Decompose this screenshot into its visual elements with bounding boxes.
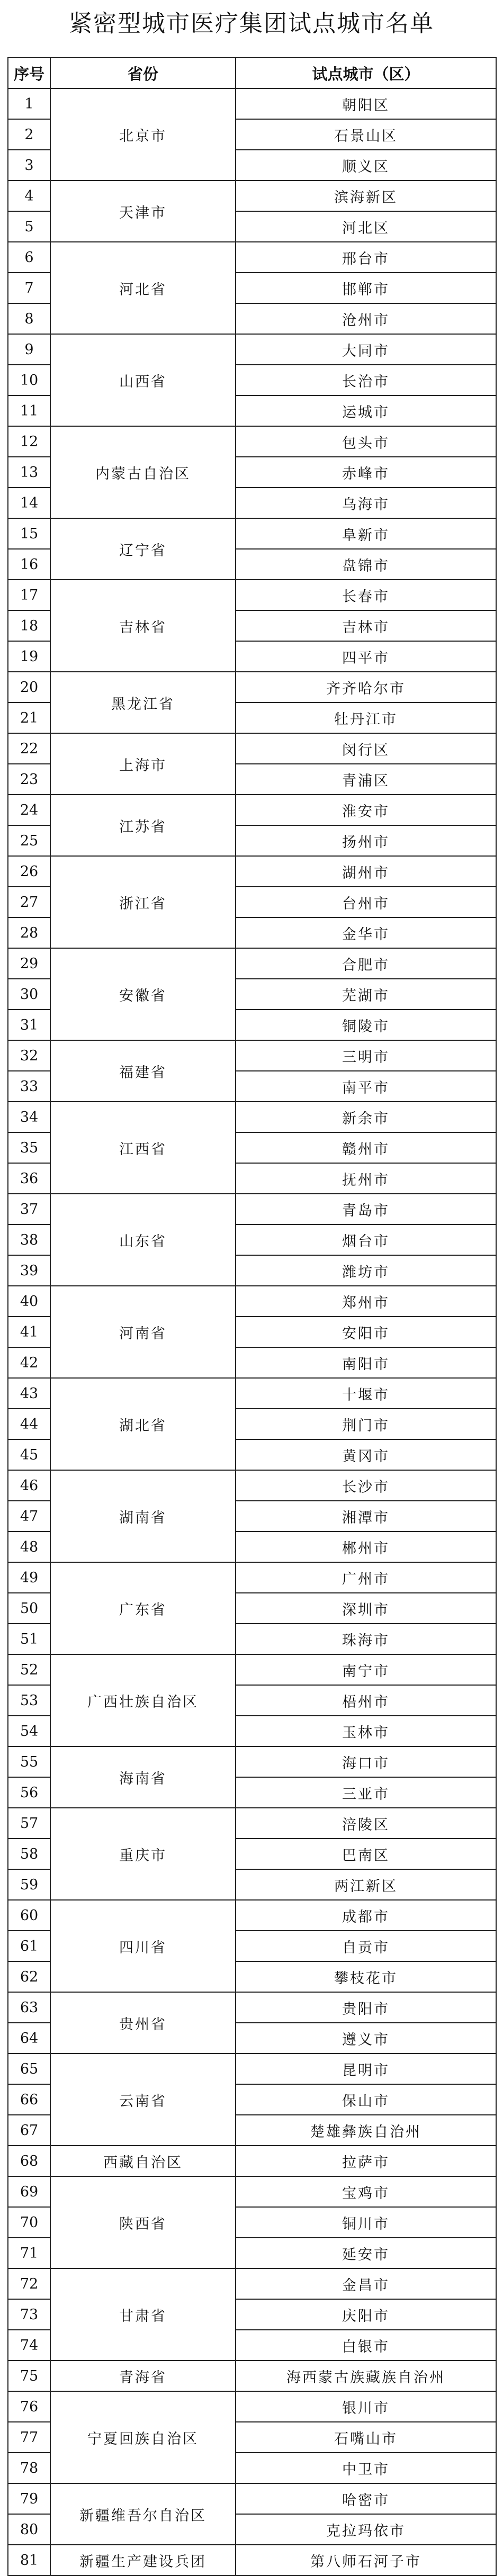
city-cell: 淮安市	[236, 795, 496, 825]
row-number: 33	[8, 1071, 50, 1102]
province-cell: 江西省	[50, 1102, 236, 1194]
city-cell: 贵阳市	[236, 1992, 496, 2023]
table-row	[8, 1900, 496, 1931]
city-cell: 滨海新区	[236, 181, 496, 211]
city-cell: 拉萨市	[236, 2146, 496, 2176]
city-cell: 克拉玛依市	[236, 2514, 496, 2545]
row-number: 22	[8, 733, 50, 764]
province-cell: 广东省	[50, 1562, 236, 1654]
table-row	[8, 2146, 496, 2176]
table-row	[8, 334, 496, 365]
city-cell: 南阳市	[236, 1347, 496, 1378]
row-number: 7	[8, 273, 50, 303]
table-row	[8, 733, 496, 764]
row-number: 21	[8, 702, 50, 733]
city-cell: 银川市	[236, 2391, 496, 2422]
province-cell: 天津市	[50, 181, 236, 242]
province-cell: 吉林省	[50, 580, 236, 672]
province-cell: 福建省	[50, 1040, 236, 1102]
city-cell: 攀枝花市	[236, 1961, 496, 1992]
row-number: 39	[8, 1255, 50, 1286]
row-number: 37	[8, 1194, 50, 1224]
table-row	[8, 2176, 496, 2207]
city-cell: 海口市	[236, 1746, 496, 1777]
row-number: 81	[8, 2545, 50, 2575]
row-number: 57	[8, 1808, 50, 1839]
province-cell: 四川省	[50, 1900, 236, 1992]
row-number: 34	[8, 1102, 50, 1132]
city-cell: 赤峰市	[236, 457, 496, 488]
province-cell: 青海省	[50, 2361, 236, 2391]
row-number: 68	[8, 2146, 50, 2176]
city-cell: 铜陵市	[236, 1010, 496, 1040]
province-cell: 山东省	[50, 1194, 236, 1286]
city-cell: 邢台市	[236, 242, 496, 273]
city-cell: 青浦区	[236, 764, 496, 795]
row-number: 49	[8, 1562, 50, 1593]
province-cell: 新疆生产建设兵团	[50, 2545, 236, 2575]
row-number: 20	[8, 672, 50, 702]
city-cell: 昆明市	[236, 2053, 496, 2084]
row-number: 56	[8, 1777, 50, 1808]
city-cell: 大同市	[236, 334, 496, 365]
row-number: 43	[8, 1378, 50, 1409]
table-row	[8, 518, 496, 549]
row-number: 71	[8, 2238, 50, 2268]
city-cell: 邯郸市	[236, 273, 496, 303]
table-row	[8, 1194, 496, 1224]
row-number: 55	[8, 1746, 50, 1777]
province-cell: 黑龙江省	[50, 672, 236, 733]
row-number: 14	[8, 488, 50, 518]
table-row	[8, 1378, 496, 1409]
row-number: 17	[8, 580, 50, 610]
table-row	[8, 856, 496, 887]
province-cell: 安徽省	[50, 948, 236, 1040]
table-row	[8, 1286, 496, 1317]
table-row	[8, 1040, 496, 1071]
city-cell: 白银市	[236, 2330, 496, 2361]
city-cell: 涪陵区	[236, 1808, 496, 1839]
province-cell: 上海市	[50, 733, 236, 795]
province-cell: 河北省	[50, 242, 236, 334]
row-number: 76	[8, 2391, 50, 2422]
table-row	[8, 1562, 496, 1593]
city-cell: 运城市	[236, 395, 496, 426]
province-cell: 内蒙古自治区	[50, 426, 236, 518]
row-number: 29	[8, 948, 50, 979]
row-number: 15	[8, 518, 50, 549]
row-number: 36	[8, 1163, 50, 1194]
city-cell: 郑州市	[236, 1286, 496, 1317]
row-number: 41	[8, 1317, 50, 1347]
city-cell: 珠海市	[236, 1624, 496, 1654]
row-number: 19	[8, 641, 50, 672]
table-row	[8, 2361, 496, 2391]
city-cell: 潍坊市	[236, 1255, 496, 1286]
city-cell: 牡丹江市	[236, 702, 496, 733]
city-cell: 新余市	[236, 1102, 496, 1132]
table-body	[8, 88, 496, 2575]
city-cell: 铜川市	[236, 2207, 496, 2238]
province-cell: 广西壮族自治区	[50, 1654, 236, 1746]
table-row	[8, 1746, 496, 1777]
city-cell: 吉林市	[236, 610, 496, 641]
city-cell: 沧州市	[236, 303, 496, 334]
table-row	[8, 2545, 496, 2575]
table-row	[8, 2268, 496, 2299]
province-cell: 辽宁省	[50, 518, 236, 580]
city-cell: 中卫市	[236, 2453, 496, 2483]
province-cell: 山西省	[50, 334, 236, 426]
row-number: 72	[8, 2268, 50, 2299]
city-cell: 十堰市	[236, 1378, 496, 1409]
table-row	[8, 948, 496, 979]
province-cell: 江苏省	[50, 795, 236, 856]
row-number: 24	[8, 795, 50, 825]
table-row	[8, 795, 496, 825]
row-number: 3	[8, 150, 50, 181]
table-row	[8, 2391, 496, 2422]
city-cell: 保山市	[236, 2084, 496, 2115]
province-cell: 陕西省	[50, 2176, 236, 2268]
province-cell: 湖北省	[50, 1378, 236, 1470]
city-cell: 齐齐哈尔市	[236, 672, 496, 702]
city-cell: 黄冈市	[236, 1439, 496, 1470]
row-number: 64	[8, 2023, 50, 2053]
row-number: 73	[8, 2299, 50, 2330]
city-cell: 乌海市	[236, 488, 496, 518]
city-cell: 自贡市	[236, 1931, 496, 1961]
city-cell: 荆门市	[236, 1409, 496, 1439]
row-number: 62	[8, 1961, 50, 1992]
city-cell: 延安市	[236, 2238, 496, 2268]
province-cell: 甘肃省	[50, 2268, 236, 2361]
row-number: 46	[8, 1470, 50, 1501]
city-cell: 烟台市	[236, 1224, 496, 1255]
table-row	[8, 2053, 496, 2084]
row-number: 53	[8, 1685, 50, 1716]
table-row	[8, 1808, 496, 1839]
row-number: 61	[8, 1931, 50, 1961]
city-cell: 长沙市	[236, 1470, 496, 1501]
row-number: 74	[8, 2330, 50, 2361]
header-province: 省份	[50, 58, 236, 88]
row-number: 5	[8, 211, 50, 242]
city-cell: 成都市	[236, 1900, 496, 1931]
row-number: 54	[8, 1716, 50, 1746]
row-number: 79	[8, 2483, 50, 2514]
city-cell: 阜新市	[236, 518, 496, 549]
row-number: 66	[8, 2084, 50, 2115]
row-number: 60	[8, 1900, 50, 1931]
row-number: 11	[8, 395, 50, 426]
row-number: 9	[8, 334, 50, 365]
table-row	[8, 88, 496, 119]
row-number: 59	[8, 1869, 50, 1900]
header-city: 试点城市（区）	[236, 58, 496, 88]
row-number: 67	[8, 2115, 50, 2146]
table-row	[8, 2483, 496, 2514]
row-number: 16	[8, 549, 50, 580]
city-cell: 安阳市	[236, 1317, 496, 1347]
page-title: 紧密型城市医疗集团试点城市名单	[69, 10, 434, 37]
row-number: 23	[8, 764, 50, 795]
province-cell: 贵州省	[50, 1992, 236, 2053]
row-number: 77	[8, 2422, 50, 2453]
province-cell: 北京市	[50, 88, 236, 181]
row-number: 1	[8, 88, 50, 119]
row-number: 45	[8, 1439, 50, 1470]
province-cell: 浙江省	[50, 856, 236, 948]
province-cell: 海南省	[50, 1746, 236, 1808]
city-cell: 四平市	[236, 641, 496, 672]
city-cell: 第八师石河子市	[236, 2545, 496, 2575]
city-cell: 深圳市	[236, 1593, 496, 1624]
city-cell: 石景山区	[236, 119, 496, 150]
city-cell: 遵义市	[236, 2023, 496, 2053]
city-cell: 湖州市	[236, 856, 496, 887]
city-cell: 扬州市	[236, 825, 496, 856]
city-cell: 青岛市	[236, 1194, 496, 1224]
province-cell: 云南省	[50, 2053, 236, 2146]
row-number: 42	[8, 1347, 50, 1378]
row-number: 58	[8, 1839, 50, 1869]
row-number: 30	[8, 979, 50, 1010]
row-number: 50	[8, 1593, 50, 1624]
province-cell: 河南省	[50, 1286, 236, 1378]
row-number: 44	[8, 1409, 50, 1439]
table-row	[8, 181, 496, 211]
row-number: 32	[8, 1040, 50, 1071]
row-number: 26	[8, 856, 50, 887]
row-number: 31	[8, 1010, 50, 1040]
row-number: 28	[8, 917, 50, 948]
table-row	[8, 242, 496, 273]
city-cell: 梧州市	[236, 1685, 496, 1716]
table-header-row	[8, 58, 496, 88]
city-cell: 三明市	[236, 1040, 496, 1071]
row-number: 69	[8, 2176, 50, 2207]
row-number: 75	[8, 2361, 50, 2391]
city-cell: 石嘴山市	[236, 2422, 496, 2453]
city-cell: 郴州市	[236, 1532, 496, 1562]
row-number: 51	[8, 1624, 50, 1654]
city-cell: 合肥市	[236, 948, 496, 979]
city-cell: 三亚市	[236, 1777, 496, 1808]
city-cell: 两江新区	[236, 1869, 496, 1900]
table-row	[8, 580, 496, 610]
city-cell: 包头市	[236, 426, 496, 457]
pilot-city-table	[7, 57, 497, 2576]
city-cell: 海西蒙古族藏族自治州	[236, 2361, 496, 2391]
city-cell: 庆阳市	[236, 2299, 496, 2330]
city-cell: 巴南区	[236, 1839, 496, 1869]
row-number: 80	[8, 2514, 50, 2545]
city-cell: 赣州市	[236, 1132, 496, 1163]
table-row	[8, 1654, 496, 1685]
row-number: 25	[8, 825, 50, 856]
row-number: 4	[8, 181, 50, 211]
province-cell: 宁夏回族自治区	[50, 2391, 236, 2483]
city-cell: 玉林市	[236, 1716, 496, 1746]
city-cell: 抚州市	[236, 1163, 496, 1194]
row-number: 18	[8, 610, 50, 641]
row-number: 27	[8, 887, 50, 917]
row-number: 12	[8, 426, 50, 457]
row-number: 38	[8, 1224, 50, 1255]
row-number: 13	[8, 457, 50, 488]
table-row	[8, 1102, 496, 1132]
province-cell: 西藏自治区	[50, 2146, 236, 2176]
table-row	[8, 426, 496, 457]
table-row	[8, 672, 496, 702]
city-cell: 宝鸡市	[236, 2176, 496, 2207]
city-cell: 楚雄彝族自治州	[236, 2115, 496, 2146]
header-number: 序号	[8, 58, 50, 88]
table-row	[8, 1470, 496, 1501]
city-cell: 金华市	[236, 917, 496, 948]
province-cell: 湖南省	[50, 1470, 236, 1562]
row-number: 70	[8, 2207, 50, 2238]
table-row	[8, 1992, 496, 2023]
city-cell: 长春市	[236, 580, 496, 610]
city-cell: 湘潭市	[236, 1501, 496, 1532]
city-cell: 南宁市	[236, 1654, 496, 1685]
row-number: 6	[8, 242, 50, 273]
city-cell: 广州市	[236, 1562, 496, 1593]
city-cell: 长治市	[236, 365, 496, 395]
city-cell: 芜湖市	[236, 979, 496, 1010]
city-cell: 金昌市	[236, 2268, 496, 2299]
row-number: 40	[8, 1286, 50, 1317]
city-cell: 顺义区	[236, 150, 496, 181]
row-number: 10	[8, 365, 50, 395]
city-cell: 南平市	[236, 1071, 496, 1102]
city-cell: 台州市	[236, 887, 496, 917]
row-number: 2	[8, 119, 50, 150]
row-number: 8	[8, 303, 50, 334]
city-cell: 河北区	[236, 211, 496, 242]
row-number: 52	[8, 1654, 50, 1685]
row-number: 47	[8, 1501, 50, 1532]
province-cell: 新疆维吾尔自治区	[50, 2483, 236, 2545]
row-number: 78	[8, 2453, 50, 2483]
city-cell: 朝阳区	[236, 88, 496, 119]
row-number: 65	[8, 2053, 50, 2084]
province-cell: 重庆市	[50, 1808, 236, 1900]
city-cell: 盘锦市	[236, 549, 496, 580]
row-number: 48	[8, 1532, 50, 1562]
row-number: 63	[8, 1992, 50, 2023]
row-number: 35	[8, 1132, 50, 1163]
city-cell: 闵行区	[236, 733, 496, 764]
city-cell: 哈密市	[236, 2483, 496, 2514]
